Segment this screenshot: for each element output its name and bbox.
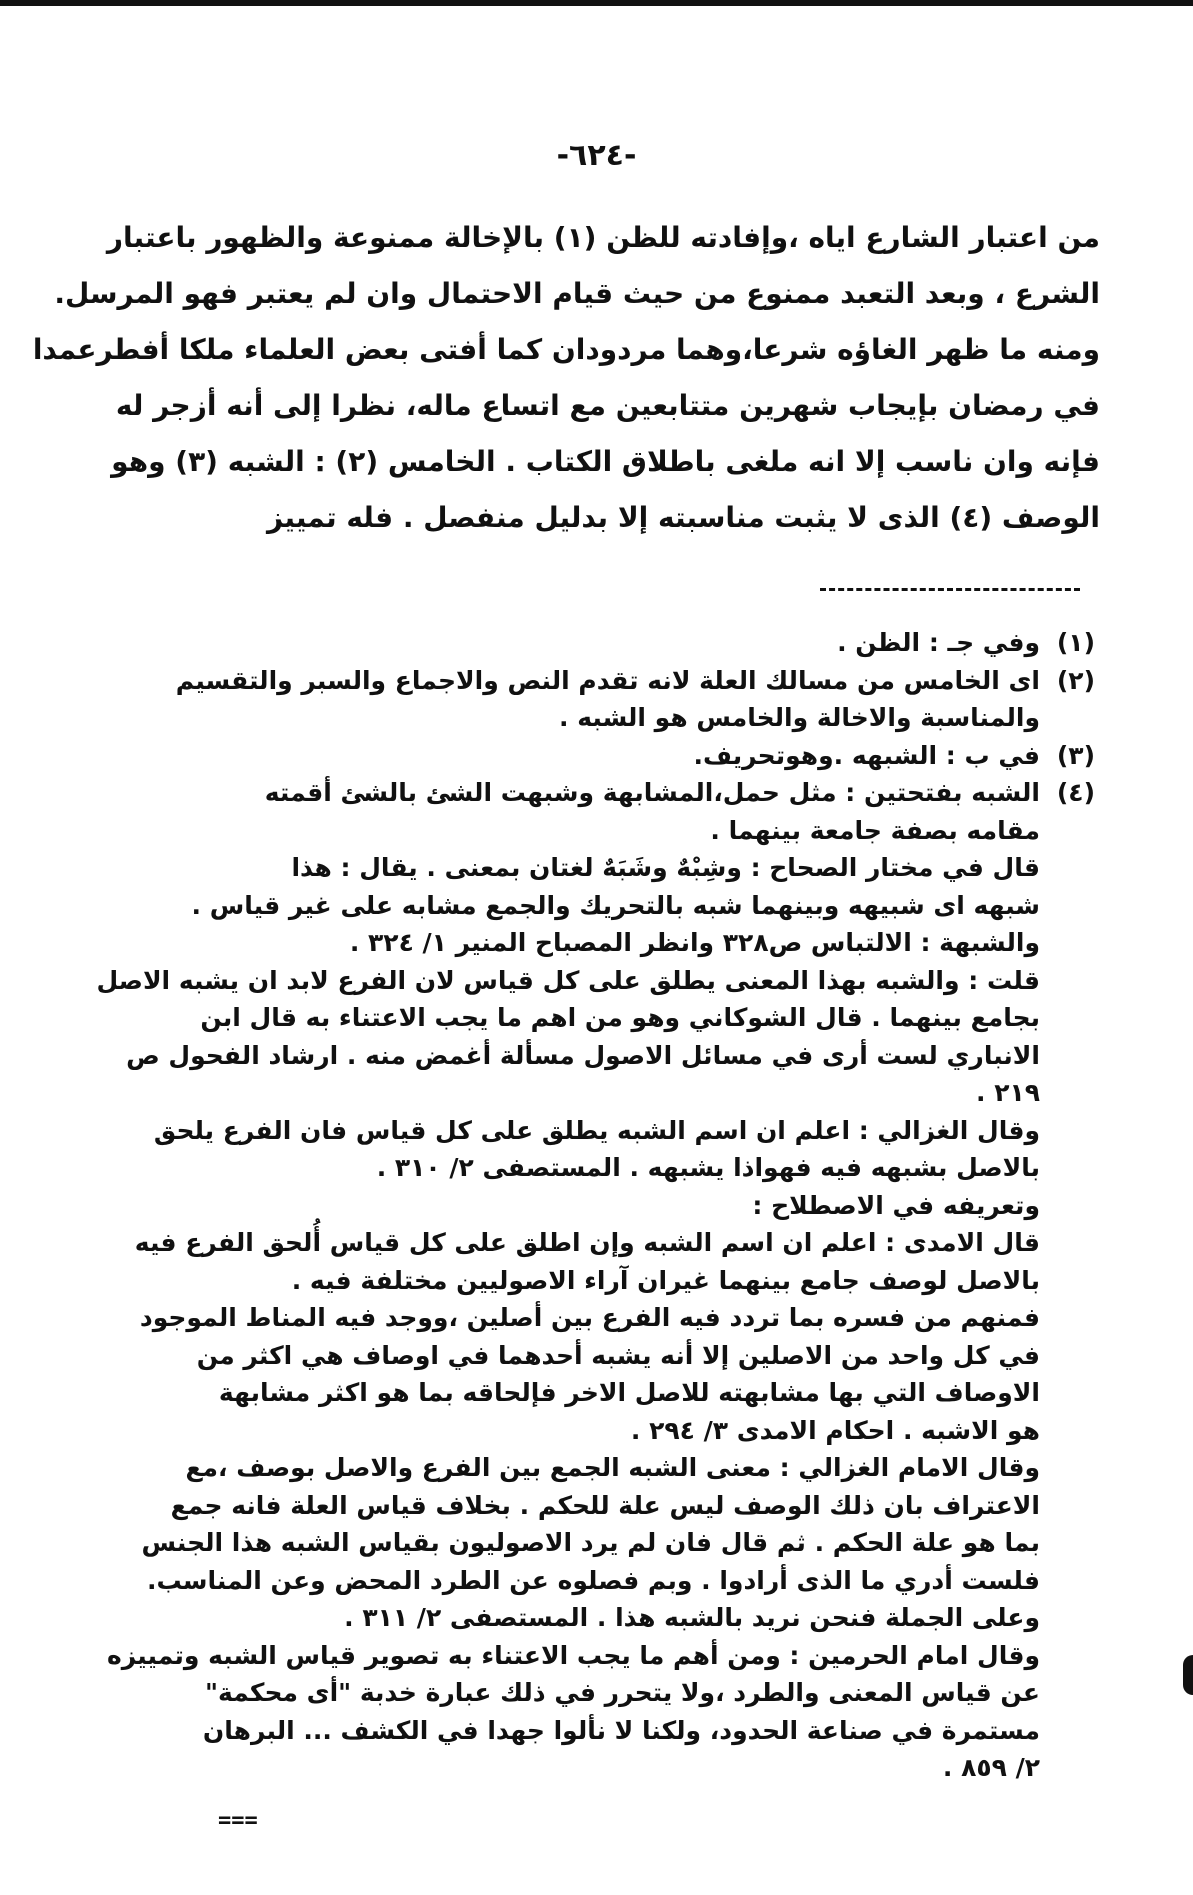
footnote-line bbox=[195, 849, 1095, 887]
footnote-line bbox=[195, 812, 1095, 850]
footnote-line bbox=[195, 1599, 1095, 1637]
footnote-line bbox=[195, 1674, 1095, 1712]
footnote-line bbox=[195, 737, 1095, 775]
body-line: من اعتبار الشارع اياه ،وإفادته للظن (١) بالإخالة ممنوعة والظهور باعتبار bbox=[106, 221, 1100, 254]
footnote-line bbox=[195, 1712, 1095, 1750]
footnote-text: الاعتراف بان ذلك الوصف ليس علة للحكم . بخلاف قياس العلة فانه جمع bbox=[170, 1490, 1040, 1520]
footnote-text: الانباري لست أرى في مسائل الاصول مسألة أغمض منه . ارشاد الفحول ص bbox=[126, 1040, 1040, 1070]
footnote-line bbox=[141, 1524, 1095, 1562]
body-line: الوصف (٤) الذى لا يثبت مناسبته إلا بدليل منفصل . فله تمييز bbox=[267, 501, 1100, 534]
footnote-text: وقال امام الحرمين : ومن أهم ما يجب الاعتناء به تصوير قياس الشبه وتمييزه bbox=[106, 1640, 1040, 1670]
footnote-text: هو الاشبه . احكام الامدى ٣/ ٢٩٤ . bbox=[630, 1415, 1040, 1445]
footnote-line bbox=[96, 962, 1095, 1000]
footnote-line bbox=[153, 1112, 1095, 1150]
footnote-line bbox=[195, 1749, 1095, 1787]
footnote-text: الشبه بفتحتين : مثل حمل،المشابهة وشبهت الشئ بالشئ أقمته bbox=[264, 778, 1040, 807]
footnote-line bbox=[195, 924, 1095, 962]
footnote-number: (٤) bbox=[1056, 778, 1095, 807]
footnote-text: وقال الامام الغزالي : معنى الشبه الجمع بين الفرع والاصل بوصف ،مع bbox=[185, 1453, 1040, 1482]
footnote-line bbox=[195, 1149, 1095, 1187]
footnotes bbox=[96, 624, 1095, 1787]
footnote-line bbox=[170, 1487, 1095, 1525]
body-line: ومنه ما ظهر الغاؤه شرعا،وهما مردودان كما أفتى بعض العلماء ملكا أفطرعمدا bbox=[32, 333, 1100, 366]
footnote-text: شبهه اى شبيهه وبينهما شبه بالتحريك والجمع مشابه على غير قياس . bbox=[191, 890, 1040, 920]
footnote-text: بالاصل لوصف جامع بينهما غيران آراء الاصوليين مختلفة فيه . bbox=[291, 1265, 1040, 1295]
footnote-text: ٢١٩ . bbox=[976, 1078, 1040, 1107]
footnote-line bbox=[185, 1449, 1095, 1487]
end-mark: === bbox=[218, 1808, 258, 1833]
footnote-text: والشبهة : الالتباس ص٣٢٨ وانظر المصباح المنير ١/ ٣٢٤ . bbox=[349, 928, 1040, 957]
top-border bbox=[0, 0, 1193, 6]
footnote-text: مستمرة في صناعة الحدود، ولكنا لا نألوا جهدا في الكشف ... البرهان bbox=[202, 1715, 1040, 1745]
footnote-line bbox=[175, 662, 1095, 700]
footnote-text: عن قياس المعنى والطرد ،ولا يتحرر في ذلك عبارة خدبة "أى محكمة" bbox=[204, 1678, 1040, 1707]
footnote-divider bbox=[820, 588, 1080, 591]
footnote-text: وعلى الجملة فنحن نريد بالشبه هذا . المستصفى ٢/ ٣١١ . bbox=[344, 1603, 1040, 1632]
footnote-text: وتعريفه في الاصطلاح : bbox=[752, 1190, 1040, 1220]
footnote-line bbox=[191, 887, 1095, 925]
footnote-text: اى الخامس من مسالك العلة لانه تقدم النص والاجماع والسبر والتقسيم bbox=[175, 665, 1040, 695]
footnote-line bbox=[195, 1187, 1095, 1225]
footnote-line bbox=[195, 699, 1095, 737]
body-line: في رمضان بإيجاب شهرين متتابعين مع اتساع ماله، نظرا إلى أنه أزجر له bbox=[115, 389, 1100, 422]
footnote-line bbox=[195, 1374, 1095, 1412]
footnote-text: بجامع بينهما . قال الشوكاني وهو من اهم ما يجب الاعتناء به قال ابن bbox=[200, 1003, 1040, 1032]
footnote-line bbox=[134, 1224, 1095, 1262]
footnote-number: (٢) bbox=[1056, 665, 1095, 695]
body-line: فإنه وان ناسب إلا انه ملغى باطلاق الكتاب . الخامس (٢) : الشبه (٣) وهو bbox=[111, 445, 1100, 478]
footnote-text: مقامه بصفة جامعة بينهما . bbox=[710, 815, 1040, 845]
footnote-line bbox=[146, 1562, 1095, 1600]
footnote-line bbox=[195, 999, 1095, 1037]
footnote-text: وقال الغزالي : اعلم ان اسم الشبه يطلق على كل قياس فان الفرع يلحق bbox=[153, 1115, 1040, 1145]
footnote-text: وفي جـ : الظن . bbox=[837, 628, 1040, 657]
footnote-text: فمنهم من فسره بما تردد فيه الفرع بين أصلين ،ووجد فيه المناط الموجود bbox=[139, 1303, 1040, 1332]
footnote-number: (٣) bbox=[1056, 740, 1095, 770]
footnote-text: الاوصاف التي بها مشابهته للاصل الاخر فإلحاقه بما هو اكثر مشابهة bbox=[218, 1378, 1040, 1407]
main-text bbox=[32, 210, 1100, 546]
footnote-text: قال الامدى : اعلم ان اسم الشبه وإن اطلق على كل قياس أُلحق الفرع فيه bbox=[134, 1228, 1040, 1257]
footnote-text: ٢/ ٨٥٩ . bbox=[942, 1753, 1040, 1782]
footnote-line bbox=[195, 624, 1095, 662]
footnote-line bbox=[195, 774, 1095, 812]
footnote-line bbox=[195, 1412, 1095, 1450]
footnote-line bbox=[106, 1637, 1095, 1675]
footnote-text: قال في مختار الصحاح : وشِبْهٌ وشَبَهٌ لغتان بمعنى . يقال : هذا bbox=[291, 853, 1040, 882]
footnote-line bbox=[126, 1037, 1095, 1075]
footnote-text: فلست أدري ما الذى أرادوا . وبم فصلوه عن الطرد المحض وعن المناسب. bbox=[146, 1565, 1040, 1595]
footnote-line bbox=[195, 1074, 1095, 1112]
footnote-number: (١) bbox=[1056, 628, 1095, 657]
footnote-text: والمناسبة والاخالة والخامس هو الشبه . bbox=[559, 703, 1040, 732]
footnote-text: في ب : الشبهه .وهوتحريف. bbox=[693, 740, 1040, 770]
footnote-text: بما هو علة الحكم . ثم قال فان لم يرد الاصوليون بقياس الشبه هذا الجنس bbox=[141, 1528, 1040, 1557]
body-line: الشرع ، وبعد التعبد ممنوع من حيث قيام الاحتمال وان لم يعتبر فهو المرسل. bbox=[54, 277, 1100, 310]
page-number: -٦٢٤- bbox=[556, 138, 637, 173]
footnote-line bbox=[195, 1337, 1095, 1375]
footnote-text: بالاصل بشبهه فيه فهواذا يشبهه . المستصفى ٢/ ٣١٠ . bbox=[376, 1153, 1040, 1182]
footnote-line bbox=[139, 1299, 1095, 1337]
footnote-text: قلت : والشبه بهذا المعنى يطلق على كل قياس لان الفرع لابد ان يشبه الاصل bbox=[96, 965, 1040, 995]
scan-edge-mark bbox=[1183, 1655, 1193, 1695]
footnote-text: في كل واحد من الاصلين إلا أنه يشبه أحدهما في اوصاف هي اكثر من bbox=[196, 1340, 1040, 1370]
footnote-line bbox=[195, 1262, 1095, 1300]
